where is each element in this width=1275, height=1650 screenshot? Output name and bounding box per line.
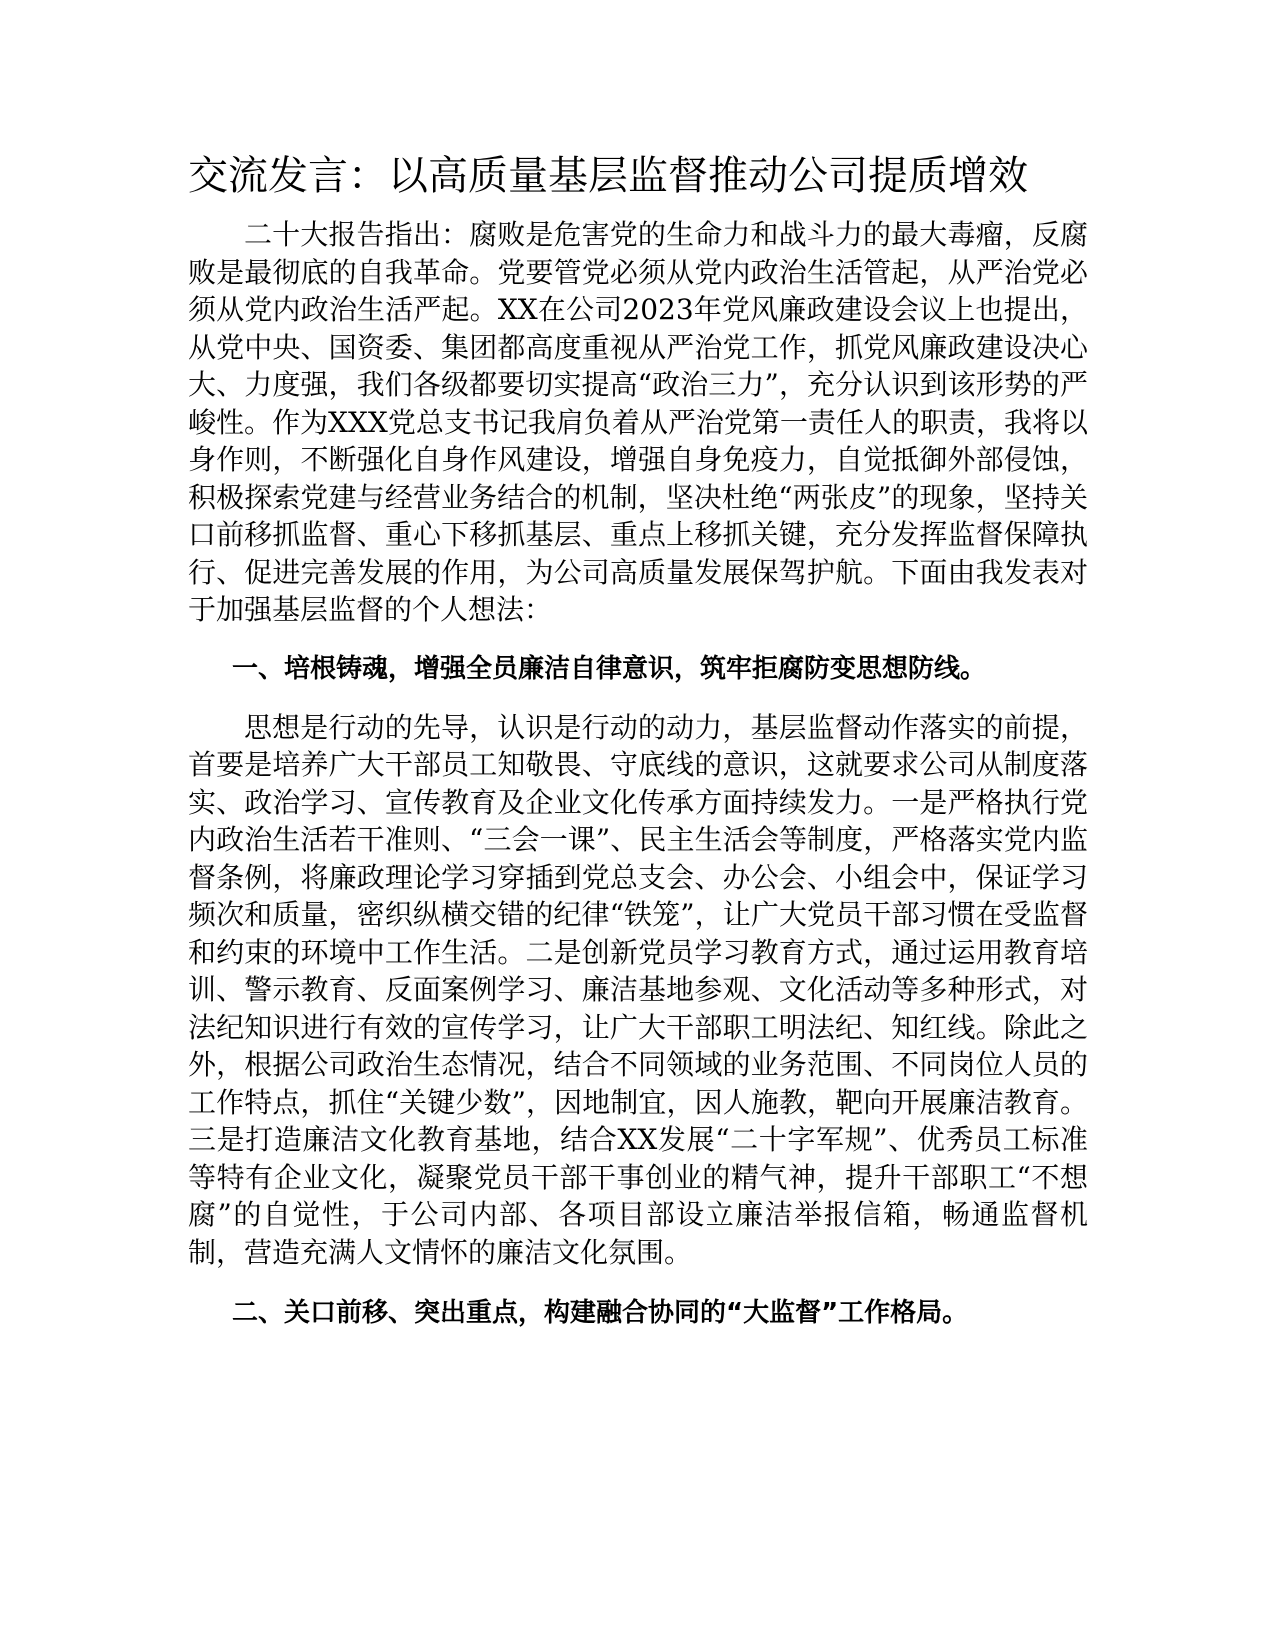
intro-paragraph: 二十大报告指出：腐败是危害党的生命力和战斗力的最大毒瘤，反腐败是最彻底的自我革命。党要管党必须从党内政治生活管起，从严治党必须从党内政治生活严起。XX在公司2023年党风廉政建设会议上也提出，从党中央、国资委、集团都高度重视从严治党工作，抓党风廉政建设决心大、力度强，我们各级都要切实提高“政治三力”，充分认识到该形势的严峻性。作为XXX党总支书记我肩负着从严治党第一责任人的职责，我将以身作则，不断强化自身作风建设，增强自身免疫力，自觉抵御外部侵蚀，积极探索党建与经营业务结合的机制，坚决杜绝“两张皮”的现象，坚持关口前移抓监督、重心下移抓基层、重点上移抓关键，充分发挥监督保障执行、促进完善发展的作用，为公司高质量发展保驾护航。下面由我发表对于加强基层监督的个人想法： bbox=[188, 218, 1088, 626]
document-title: 交流发言：以高质量基层监督推动公司提质增效 bbox=[188, 153, 1028, 199]
document-body bbox=[188, 148, 1088, 1333]
section-heading-2: 二、关口前移、突出重点，构建融合协同的“大监督”工作格局。 bbox=[232, 1298, 969, 1328]
section-heading-1: 一、培根铸魂，增强全员廉洁自律意识，筑牢拒腐防变思想防线。 bbox=[232, 653, 987, 684]
section-1-paragraph: 思想是行动的先导，认识是行动的动力，基层监督动作落实的前提，首要是培养广大干部员工知敬畏、守底线的意识，这就要求公司从制度落实、政治学习、宣传教育及企业文化传承方面持续发力。一是严格执行党内政治生活若干准则、“三会一课”、民主生活会等制度，严格落实党内监督条例，将廉政理论学习穿插到党总支会、办公会、小组会中，保证学习频次和质量，密织纵横交错的纪律“铁笼”，让广大党员干部习惯在受监督和约束的环境中工作生活。二是创新党员学习教育方式，通过运用教育培训、警示教育、反面案例学习、廉洁基地参观、文化活动等多种形式，对法纪知识进行有效的宣传学习，让广大干部职工明法纪、知红线。除此之外，根据公司政治生态情况，结合不同领域的业务范围、不同岗位人员的工作特点，抓住“关键少数”，因地制宜，因人施教，靶向开展廉洁教育。三是打造廉洁文化教育基地，结合XX发展“二十字军规”、优秀员工标准等特有企业文化，凝聚党员干部干事创业的精气神，提升干部职工“不想腐”的自觉性，于公司内部、各项目部设立廉洁举报信箱，畅通监督机制，营造充满人文情怀的廉洁文化氛围。 bbox=[188, 710, 1088, 1269]
